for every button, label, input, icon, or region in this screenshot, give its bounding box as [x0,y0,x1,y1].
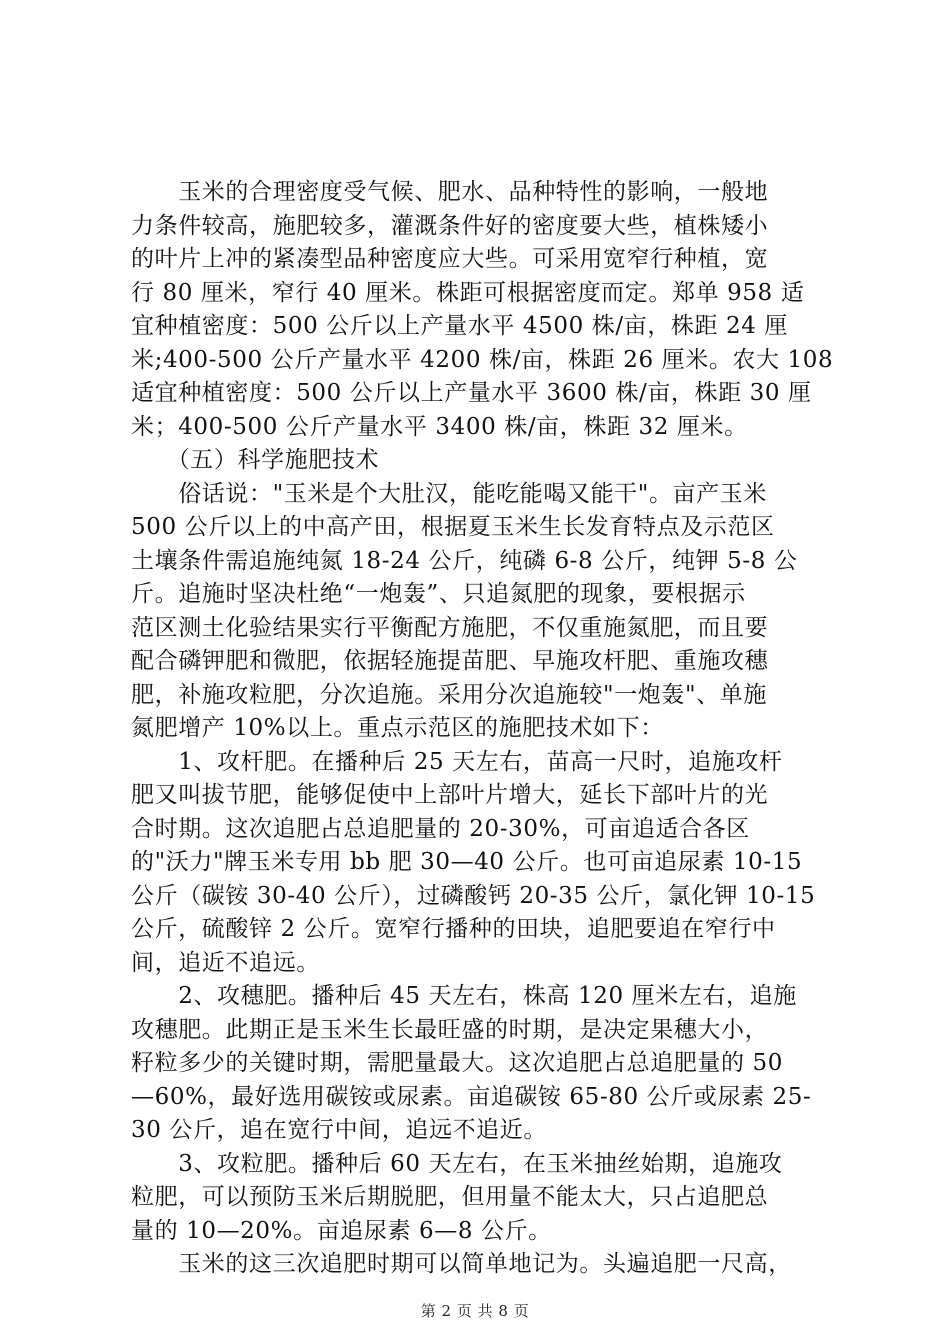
text-line: 土壤条件需追施纯氮 18-24 公斤，纯磷 6-8 公斤，纯钾 5-8 公 [131,547,798,574]
text-line: 范区测土化验结果实行平衡配方施肥，不仅重施氮肥，而且要 [131,614,769,641]
text-line: 行 80 厘米，窄行 40 厘米。株距可根据密度而定。郑单 958 适 [131,279,805,306]
section-heading: （五）科学施肥技术 [131,447,380,473]
text-line: 1、攻杆肥。在播种后 25 天左右，苗高一尺时，追施攻杆 [131,748,783,775]
text-line: 攻穗肥。此期正是玉米生长最旺盛的时期，是决定果穗大小， [131,1016,769,1043]
text-line: 的叶片上冲的紧凑型品种密度应大些。可采用宽窄行种植，宽 [131,246,769,272]
text-line: 量的 10—20%。亩追尿素 6—8 公斤。 [131,1217,552,1244]
text-line: 30 公斤，追在宽行中间，追远不追近。 [131,1117,547,1143]
text-line: 适宜种植密度：500 公斤以上产量水平 3600 株/亩，株距 30 厘 [131,380,812,406]
text-line: 力条件较高，施肥较多，灌溉条件好的密度要大些，植株矮小 [131,212,769,239]
text-line: 俗话说："玉米是个大肚汉，能吃能喝又能干"。亩产玉米 [131,480,767,507]
document-body [131,176,839,1282]
text-line: —60%，最好选用碳铵或尿素。亩追碳铵 65-80 公斤或尿素 25- [131,1083,812,1110]
text-line: 500 公斤以上的中高产田，根据夏玉米生长发育特点及示范区 [131,514,775,540]
text-line: 的"沃力"牌玉米专用 bb 肥 30—40 公斤。也可亩追尿素 10-15 [131,849,803,875]
text-line: 肥又叫拔节肥，能够促使中上部叶片增大，延长下部叶片的光 [131,782,769,808]
text-line: 公斤（碳铵 30-40 公斤），过磷酸钙 20-35 公斤，氯化钾 10-15 [131,882,816,909]
text-line: 肥，补施攻粒肥，分次追施。采用分次追施较"一炮轰"、单施 [131,681,767,708]
text-line: 玉米的合理密度受气候、肥水、品种特性的影响，一般地 [131,179,769,205]
text-line: 斤。追施时坚决杜绝“一炮轰”、只追氮肥的现象，要根据示 [131,581,746,607]
text-line: 宜种植密度：500 公斤以上产量水平 4500 株/亩，株距 24 厘 [131,313,789,339]
text-line: 配合磷钾肥和微肥，依据轻施提苗肥、早施攻杆肥、重施攻穗 [131,648,769,674]
page-number-footer: 第 2 页 共 8 页 [420,1302,530,1320]
text-line: 合时期。这次追肥占总追肥量的 20-30%，可亩追适合各区 [131,815,750,842]
text-line: 氮肥增产 10%以上。重点示范区的施肥技术如下： [131,715,664,741]
text-line: 2、攻穗肥。播种后 45 天左右，株高 120 厘米左右，追施 [131,983,797,1009]
text-line: 公斤，硫酸锌 2 公斤。宽窄行播种的田块，追肥要追在窄行中 [131,916,776,942]
text-line: 玉米的这三次追肥时期可以简单地记为。头遍追肥一尺高， [131,1251,792,1277]
text-line: 间，追近不追远。 [131,949,320,976]
text-line: 米；400-500 公斤产量水平 3400 株/亩，株距 32 厘米。 [131,413,748,440]
text-line: 3、攻粒肥。播种后 60 天左右，在玉米抽丝始期，追施攻 [131,1150,783,1177]
text-line: 籽粒多少的关键时期，需肥量最大。这次追肥占总追肥量的 50 [131,1050,783,1076]
text-line: 米;400-500 公斤产量水平 4200 株/亩，株距 26 厘米。农大 108 [131,346,834,373]
text-line: 粒肥，可以预防玉米后期脱肥，但用量不能太大，只占追肥总 [131,1184,769,1210]
